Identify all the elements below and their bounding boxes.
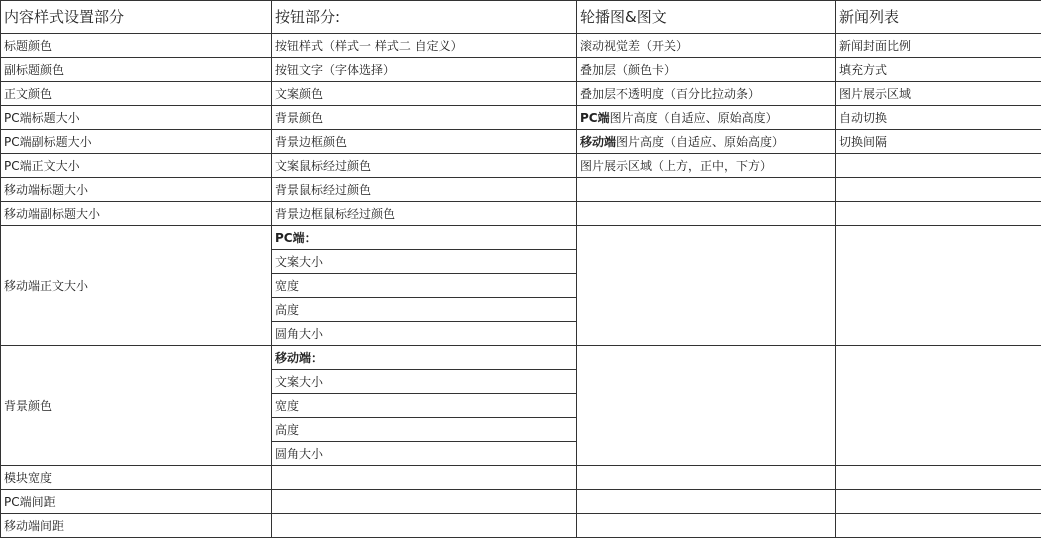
button-pc-item: 宽度 [272, 274, 577, 298]
content-item: 移动端副标题大小 [1, 202, 272, 226]
content-item: PC端正文大小 [1, 154, 272, 178]
content-item: 正文颜色 [1, 82, 272, 106]
table-row [1, 178, 1041, 202]
content-item: PC端副标题大小 [1, 130, 272, 154]
carousel-empty [577, 514, 836, 538]
button-pc-item: 高度 [272, 298, 577, 322]
button-mobile-item: 圆角大小 [272, 442, 577, 466]
button-item: 背景鼠标经过颜色 [272, 178, 577, 202]
carousel-empty [577, 178, 836, 202]
carousel-item: 叠加层不透明度（百分比拉动条） [577, 82, 836, 106]
content-item: PC端标题大小 [1, 106, 272, 130]
carousel-item-text: 图片高度（自适应、原始高度） [616, 134, 785, 149]
button-item: 文案鼠标经过颜色 [272, 154, 577, 178]
carousel-item-bold: 移动端 [580, 134, 617, 149]
table-row [1, 346, 1041, 370]
carousel-item: 滚动视觉差（开关） [577, 34, 836, 58]
button-item: 文案颜色 [272, 82, 577, 106]
button-mobile-item: 宽度 [272, 394, 577, 418]
table-row [1, 514, 1041, 538]
carousel-empty [577, 202, 836, 226]
news-empty [836, 178, 1041, 202]
news-empty [836, 226, 1041, 346]
content-item: 移动端间距 [1, 514, 272, 538]
carousel-item [577, 106, 836, 130]
content-item: PC端间距 [1, 490, 272, 514]
content-item: 背景颜色 [1, 346, 272, 466]
table-row [1, 466, 1041, 490]
carousel-empty [577, 466, 836, 490]
button-pc-item: 文案大小 [272, 250, 577, 274]
news-item: 图片展示区域 [836, 82, 1041, 106]
button-empty [272, 490, 577, 514]
carousel-item: 图片展示区域（上方，正中，下方） [577, 154, 836, 178]
table-row [1, 106, 1041, 130]
table-header-row [1, 1, 1041, 34]
button-mobile-item: 高度 [272, 418, 577, 442]
carousel-item [577, 130, 836, 154]
content-item: 模块宽度 [1, 466, 272, 490]
news-item: 切换间隔 [836, 130, 1041, 154]
table-row [1, 202, 1041, 226]
table-row [1, 82, 1041, 106]
button-item: 按钮样式（样式一 样式二 自定义） [272, 34, 577, 58]
content-item: 移动端标题大小 [1, 178, 272, 202]
table-row [1, 490, 1041, 514]
content-item: 移动端正文大小 [1, 226, 272, 346]
carousel-item: 叠加层（颜色卡） [577, 58, 836, 82]
news-empty [836, 514, 1041, 538]
table-row [1, 130, 1041, 154]
button-item: 按钮文字（字体选择） [272, 58, 577, 82]
carousel-item-bold: PC端 [580, 110, 610, 125]
carousel-empty [577, 226, 836, 346]
button-empty [272, 466, 577, 490]
carousel-empty [577, 490, 836, 514]
header-content-style: 内容样式设置部分 [1, 1, 272, 34]
button-pc-title: PC端： [272, 226, 577, 250]
news-empty [836, 154, 1041, 178]
news-item: 新闻封面比例 [836, 34, 1041, 58]
table-row [1, 154, 1041, 178]
table-row [1, 226, 1041, 250]
news-empty [836, 490, 1041, 514]
button-mobile-title: 移动端： [272, 346, 577, 370]
news-empty [836, 346, 1041, 466]
button-pc-item: 圆角大小 [272, 322, 577, 346]
carousel-item-text: 图片高度（自适应、原始高度） [609, 110, 778, 125]
news-empty [836, 466, 1041, 490]
header-carousel: 轮播图&图文 [577, 1, 836, 34]
carousel-empty [577, 346, 836, 466]
header-button: 按钮部分: [272, 1, 577, 34]
content-item: 副标题颜色 [1, 58, 272, 82]
button-item: 背景颜色 [272, 106, 577, 130]
news-empty [836, 202, 1041, 226]
header-news-list: 新闻列表 [836, 1, 1041, 34]
button-item: 背景边框鼠标经过颜色 [272, 202, 577, 226]
button-empty [272, 514, 577, 538]
button-mobile-item: 文案大小 [272, 370, 577, 394]
news-item: 自动切换 [836, 106, 1041, 130]
content-item: 标题颜色 [1, 34, 272, 58]
table-row [1, 34, 1041, 58]
news-item: 填充方式 [836, 58, 1041, 82]
button-item: 背景边框颜色 [272, 130, 577, 154]
table-row [1, 58, 1041, 82]
